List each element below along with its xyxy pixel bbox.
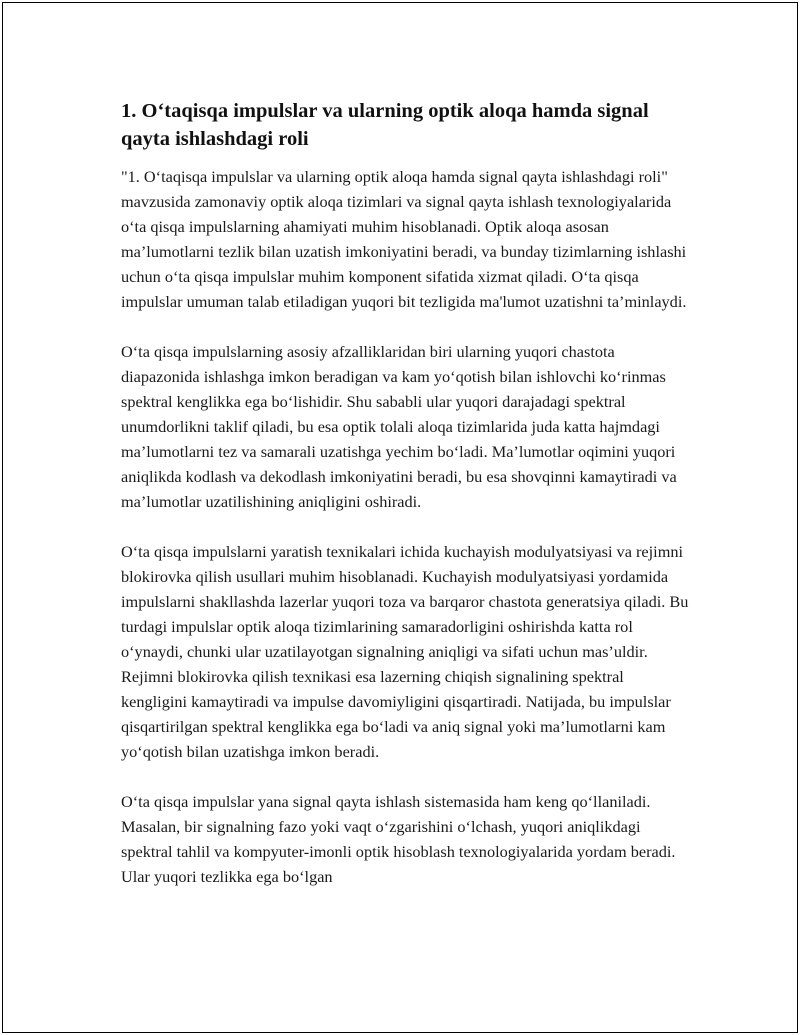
- paragraph-3: O‘ta qisqa impulslarni yaratish texnikalari ichida kuchayish modulyatsiyasi va rejimni blokirovka qilish usullari muhim hisoblanadi. Kuchayish modulyatsiyasi yordamida impulslarni shakllashda lazerlar yuqori toza va barqaror chastota generatsiya qiladi. Bu turdagi impulslar optik aloqa tizimlarining samaradorligini oshirishda katta rol o‘ynaydi, chunki ular uzatilayotgan signalning aniqligi va sifati uchun mas’uldir. Rejimni blokirovka qilish texnikasi esa lazerning chiqish signalining spektral kengligini kamaytiradi va impulse davomiyligini qisqartiradi. Natijada, bu impulslar qisqartirilgan spektral kenglikka ega bo‘ladi va aniq signal yoki ma’lumotlarni kam yo‘qotish bilan uzatishga imkon beradi.: [121, 542, 689, 761]
- paragraph-1: "1. O‘taqisqa impulslar va ularning optik aloqa hamda signal qayta ishlashdagi roli" mavzusida zamonaviy optik aloqa tizimlari va signal qayta ishlash texnologiyalarida o‘ta qisqa impulslarning ahamiyati muhim hisoblanadi. Optik aloqa asosan ma’lumotlarni tezlik bilan uzatish imkoniyatini beradi, va bunday tizimlarning ishlashi uchun o‘ta qisqa impulslar muhim komponent sifatida xizmat qiladi. O‘ta qisqa impulslar umuman talab etiladigan yuqori bit tezligida ma'lumot uzatishni ta’minlaydi.: [121, 167, 687, 311]
- page-frame: [2, 2, 798, 1033]
- paragraph-2: O‘ta qisqa impulslarning asosiy afzalliklaridan biri ularning yuqori chastota diapazonida ishlashga imkon beradigan va kam yo‘qotish bilan ishlovchi ko‘rinmas spektral kenglikka ega bo‘lishidir. Shu sababli ular yuqori darajadagi spektral unumdorlikni taklif qiladi, bu esa optik tolali aloqa tizimlarida juda katta hajmdagi ma’lumotlarni tez va samarali uzatishga yechim bo‘ladi. Ma’lumotlar oqimini yuqori aniqlikda kodlash va dekodlash imkoniyatini beradi, bu esa shovqinni kamaytiradi va ma’lumotlar uzatilishining aniqligini oshiradi.: [121, 342, 677, 511]
- document-heading: 1. O‘taqisqa impulslar va ularning optik aloqa hamda signal qayta ishlashdagi roli: [121, 100, 649, 150]
- document-body: [121, 97, 693, 889]
- paragraph-4: O‘ta qisqa impulslar yana signal qayta ishlash sistemasida ham keng qo‘llaniladi. Masalan, bir signalning fazo yoki vaqt o‘zgarishini o‘lchash, yuqori aniqlikdagi spektral tahlil va kompyuter-imonli optik hisoblash texnologiyalarida yordam beradi. Ular yuqori tezlikka ega bo‘lgan: [121, 792, 676, 886]
